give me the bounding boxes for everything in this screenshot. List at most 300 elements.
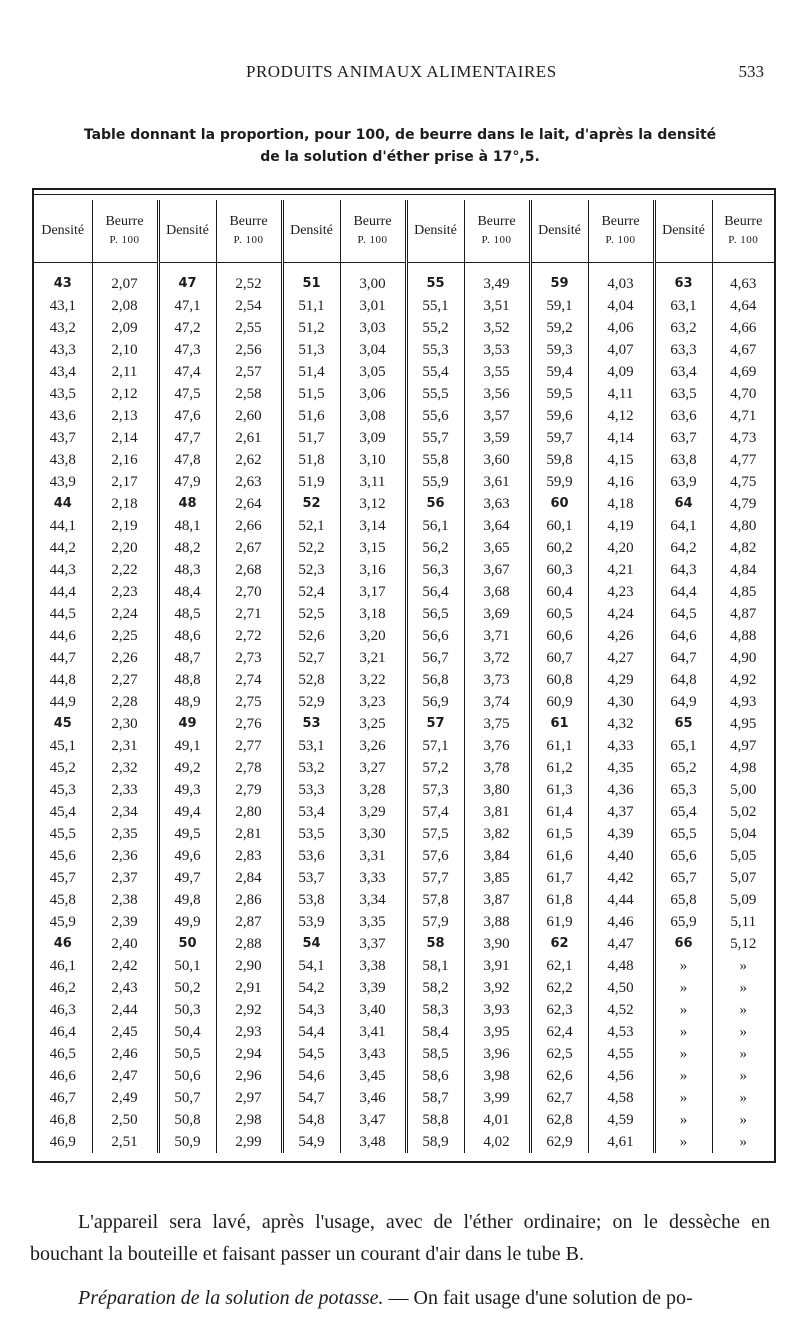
density-cell: 58,8 [406,1109,464,1131]
table-row [34,889,774,911]
butter-cell: 2,98 [216,1109,282,1131]
density-cell: 55,9 [406,471,464,493]
density-cell: 46,7 [49,1090,76,1106]
spacer-cell [158,263,216,274]
density-cell: 51,1 [282,295,340,317]
butter-cell: 4,23 [588,581,654,603]
density-cell: 64,1 [654,515,712,537]
density-cell: 53,5 [282,823,340,845]
density-cell: 47,3 [158,339,216,361]
density-cell: 50,8 [158,1109,216,1131]
table-row [34,823,774,845]
butter-cell: 2,57 [216,361,282,383]
butter-cell: 5,11 [712,911,774,933]
density-cell: 47,4 [158,361,216,383]
density-cell: » [654,977,712,999]
butter-cell: 2,61 [216,427,282,449]
density-cell: 54,1 [282,955,340,977]
butter-cell: 4,16 [588,471,654,493]
density-cell: 55,7 [406,427,464,449]
butter-cell: 3,99 [464,1087,530,1109]
density-cell: 59 [530,273,588,295]
butter-cell: 4,19 [588,515,654,537]
butter-cell: 4,64 [712,295,774,317]
butter-cell: 2,22 [92,559,158,581]
butter-cell: 4,90 [712,647,774,669]
butter-cell: 4,80 [712,515,774,537]
header-density: Densité [406,200,464,263]
density-cell: 61 [530,713,588,735]
density-cell: 47,8 [158,449,216,471]
butter-cell: 3,01 [340,295,406,317]
header-butter-label: Beurre [229,214,268,229]
paragraph-continuation: — On fait usage d'une solution de po- [383,1287,693,1309]
density-butter-table [34,200,774,1153]
density-cell: 63,6 [654,405,712,427]
density-cell: 50,3 [158,999,216,1021]
density-cell: 55,6 [406,405,464,427]
butter-cell: 4,48 [588,955,654,977]
table-row [34,603,774,625]
density-cell: 54,2 [282,977,340,999]
density-cell: 63,5 [654,383,712,405]
density-cell: 52,4 [282,581,340,603]
density-cell: 46,6 [49,1068,76,1084]
table-row [34,273,774,295]
butter-cell: 2,30 [92,713,158,735]
density-cell: 43 [53,276,72,291]
density-cell: 59,6 [530,405,588,427]
density-cell: 49 [158,713,216,735]
density-cell: 46 [53,936,72,951]
butter-cell: 3,57 [464,405,530,427]
butter-cell: 4,79 [712,493,774,515]
butter-cell: 4,02 [464,1131,530,1153]
density-cell: 46,2 [49,980,76,996]
density-cell: 45,9 [49,914,76,930]
butter-cell: 2,87 [216,911,282,933]
density-cell: 62,6 [530,1065,588,1087]
density-cell: 45,6 [49,848,76,864]
density-cell: 56 [406,493,464,515]
butter-cell: 3,67 [464,559,530,581]
header-butter-unit: P. 100 [109,234,140,246]
butter-cell: 2,71 [216,603,282,625]
butter-cell: 4,06 [588,317,654,339]
density-cell: 53,3 [282,779,340,801]
density-cell: 44,7 [49,650,76,666]
header-butter [92,200,158,263]
density-cell: 62,4 [530,1021,588,1043]
butter-cell: 3,49 [464,273,530,295]
table-row [34,1109,774,1131]
butter-cell: 2,91 [216,977,282,999]
density-cell: 57,1 [406,735,464,757]
density-cell: 44,9 [49,694,76,710]
butter-cell: 2,32 [92,757,158,779]
butter-cell: 3,31 [340,845,406,867]
density-cell: 53,2 [282,757,340,779]
butter-cell: 4,95 [712,713,774,735]
butter-cell: 2,24 [92,603,158,625]
density-cell: » [654,999,712,1021]
butter-cell: 2,33 [92,779,158,801]
density-cell: 57,8 [406,889,464,911]
butter-cell: 4,47 [588,933,654,955]
density-cell: 44,1 [49,518,76,534]
butter-cell: 2,10 [92,339,158,361]
butter-cell: 4,42 [588,867,654,889]
butter-cell: 2,62 [216,449,282,471]
butter-cell: 3,35 [340,911,406,933]
table-row [34,295,774,317]
density-cell: 56,2 [406,537,464,559]
butter-cell: 2,88 [216,933,282,955]
density-cell: 54,4 [282,1021,340,1043]
density-cell: 50,2 [158,977,216,999]
density-cell: 61,6 [530,845,588,867]
table-row [34,537,774,559]
butter-cell: 2,80 [216,801,282,823]
density-cell: 47,7 [158,427,216,449]
butter-cell: 2,11 [92,361,158,383]
header-butter [712,200,774,263]
spacer-cell [464,263,530,274]
butter-cell: 4,97 [712,735,774,757]
butter-cell: 4,53 [588,1021,654,1043]
density-cell: 47 [158,273,216,295]
density-cell: 63,3 [654,339,712,361]
butter-cell: 4,03 [588,273,654,295]
density-cell: 59,8 [530,449,588,471]
density-cell: 49,8 [158,889,216,911]
butter-cell: 3,78 [464,757,530,779]
density-cell: 60,2 [530,537,588,559]
density-cell: 45,3 [49,782,76,798]
density-cell: 55 [406,273,464,295]
butter-cell: 2,08 [92,295,158,317]
butter-cell: 3,64 [464,515,530,537]
density-cell: 59,1 [530,295,588,317]
butter-cell: 3,30 [340,823,406,845]
page-number: 533 [738,62,764,81]
table-row [34,691,774,713]
butter-cell: » [712,1021,774,1043]
density-cell: 60,8 [530,669,588,691]
density-cell: 43,4 [49,364,76,380]
butter-cell: 2,07 [92,273,158,295]
butter-cell: 4,18 [588,493,654,515]
table-row [34,1087,774,1109]
density-cell: 48,3 [158,559,216,581]
density-cell: 65,2 [654,757,712,779]
density-cell: 63,7 [654,427,712,449]
density-cell: 44 [53,496,72,511]
butter-cell: 4,14 [588,427,654,449]
density-cell: 54 [282,933,340,955]
butter-cell: 4,50 [588,977,654,999]
density-cell: » [654,955,712,977]
density-cell: 43,8 [49,452,76,468]
spacer-cell [92,263,158,274]
butter-cell: 3,06 [340,383,406,405]
density-cell: 64,3 [654,559,712,581]
density-cell: 50,7 [158,1087,216,1109]
butter-cell: 2,43 [92,977,158,999]
butter-cell: 3,61 [464,471,530,493]
butter-cell: 4,15 [588,449,654,471]
section-heading-italic: Préparation de la solution de potasse. [78,1287,384,1309]
butter-cell: 3,51 [464,295,530,317]
butter-cell: 4,82 [712,537,774,559]
butter-cell: 2,90 [216,955,282,977]
density-cell: 49,9 [158,911,216,933]
butter-cell: 5,02 [712,801,774,823]
density-cell: 65,6 [654,845,712,867]
density-cell: 43,6 [49,408,76,424]
density-cell: 54,6 [282,1065,340,1087]
butter-cell: 3,87 [464,889,530,911]
density-cell: 62,7 [530,1087,588,1109]
table-row [34,867,774,889]
density-cell: 62 [530,933,588,955]
table-row [34,845,774,867]
density-cell: 46,5 [49,1046,76,1062]
running-head [0,60,800,84]
density-cell: 52,5 [282,603,340,625]
butter-cell: 2,73 [216,647,282,669]
butter-cell: 3,75 [464,713,530,735]
density-cell: 44,8 [49,672,76,688]
spacer-cell [712,263,774,274]
butter-cell: 3,15 [340,537,406,559]
density-cell: 47,9 [158,471,216,493]
butter-cell: 4,73 [712,427,774,449]
density-cell: 53,1 [282,735,340,757]
density-cell: 46,9 [49,1134,76,1150]
density-cell: 56,6 [406,625,464,647]
density-cell: 48,5 [158,603,216,625]
density-cell: 58,7 [406,1087,464,1109]
density-cell: 49,7 [158,867,216,889]
density-cell: 57,4 [406,801,464,823]
table-row [34,757,774,779]
density-cell: 51,4 [282,361,340,383]
butter-cell: 3,16 [340,559,406,581]
butter-cell: 2,40 [92,933,158,955]
butter-cell: 4,35 [588,757,654,779]
butter-cell: 4,44 [588,889,654,911]
butter-cell: 3,55 [464,361,530,383]
butter-cell: 3,23 [340,691,406,713]
butter-cell: 4,32 [588,713,654,735]
table-row [34,999,774,1021]
density-cell: 51,8 [282,449,340,471]
density-cell: 63,8 [654,449,712,471]
butter-cell: 2,20 [92,537,158,559]
butter-cell: » [712,999,774,1021]
density-cell: 65,4 [654,801,712,823]
butter-cell: 3,26 [340,735,406,757]
density-cell: 59,9 [530,471,588,493]
butter-cell: 5,04 [712,823,774,845]
table-header-row [34,200,774,263]
density-cell: 59,5 [530,383,588,405]
density-cell: 55,2 [406,317,464,339]
density-cell: 57,2 [406,757,464,779]
butter-cell: 2,49 [92,1087,158,1109]
density-cell: 59,2 [530,317,588,339]
density-cell: 49,3 [158,779,216,801]
butter-cell: 4,30 [588,691,654,713]
table-row [34,515,774,537]
density-cell: 50,9 [158,1131,216,1153]
density-cell: 62,8 [530,1109,588,1131]
density-cell: 53,6 [282,845,340,867]
density-cell: 53,9 [282,911,340,933]
butter-cell: 2,47 [92,1065,158,1087]
butter-cell: 3,85 [464,867,530,889]
butter-cell: 4,36 [588,779,654,801]
density-cell: » [654,1021,712,1043]
butter-cell: 3,93 [464,999,530,1021]
butter-cell: 4,85 [712,581,774,603]
density-cell: 45,2 [49,760,76,776]
butter-cell: 2,55 [216,317,282,339]
density-cell: 58 [406,933,464,955]
density-cell: 44,6 [49,628,76,644]
butter-cell: 3,65 [464,537,530,559]
density-cell: 55,1 [406,295,464,317]
density-cell: 58,2 [406,977,464,999]
butter-cell: 4,33 [588,735,654,757]
butter-cell: 3,27 [340,757,406,779]
butter-cell: 2,51 [92,1131,158,1153]
density-cell: 50,4 [158,1021,216,1043]
table-row [34,625,774,647]
butter-cell: 5,07 [712,867,774,889]
header-butter-label: Beurre [105,214,144,229]
density-cell: 57 [406,713,464,735]
butter-cell: 3,84 [464,845,530,867]
butter-cell: 3,12 [340,493,406,515]
density-cell: 56,8 [406,669,464,691]
table-body [34,263,774,1154]
table-row [34,911,774,933]
density-cell: 48,9 [158,691,216,713]
density-cell: 58,4 [406,1021,464,1043]
header-butter-label: Beurre [477,214,516,229]
butter-cell: 2,70 [216,581,282,603]
butter-cell: 4,88 [712,625,774,647]
density-cell: 44,3 [49,562,76,578]
butter-cell: 2,16 [92,449,158,471]
density-cell: 49,6 [158,845,216,867]
butter-cell: 2,36 [92,845,158,867]
density-cell: 61,4 [530,801,588,823]
density-cell: 59,4 [530,361,588,383]
header-butter [464,200,530,263]
header-butter-unit: P. 100 [481,234,512,246]
table-row [34,317,774,339]
butter-cell: 4,11 [588,383,654,405]
table-row [34,405,774,427]
table-row [34,735,774,757]
density-cell: 48,6 [158,625,216,647]
butter-cell: 4,84 [712,559,774,581]
density-cell: 45,5 [49,826,76,842]
table-spacer-row [34,263,774,274]
table-row [34,449,774,471]
density-cell: 64,4 [654,581,712,603]
butter-cell: » [712,1109,774,1131]
density-cell: 61,3 [530,779,588,801]
density-cell: 53,8 [282,889,340,911]
butter-cell: 3,11 [340,471,406,493]
butter-cell: 2,96 [216,1065,282,1087]
table-row [34,427,774,449]
density-cell: » [654,1043,712,1065]
spacer-cell [654,263,712,274]
butter-cell: 3,92 [464,977,530,999]
density-cell: 60,1 [530,515,588,537]
butter-cell: 4,37 [588,801,654,823]
density-cell: 64,5 [654,603,712,625]
butter-cell: 3,73 [464,669,530,691]
butter-cell: » [712,1065,774,1087]
butter-cell: 2,99 [216,1131,282,1153]
density-cell: 49,4 [158,801,216,823]
butter-cell: 5,12 [712,933,774,955]
density-cell: 48,8 [158,669,216,691]
butter-cell: 3,82 [464,823,530,845]
table-row [34,647,774,669]
butter-cell: 3,03 [340,317,406,339]
density-cell: 48,7 [158,647,216,669]
density-cell: 65,1 [654,735,712,757]
butter-cell: 3,45 [340,1065,406,1087]
butter-cell: 3,74 [464,691,530,713]
butter-cell: 3,18 [340,603,406,625]
butter-cell: 2,77 [216,735,282,757]
density-cell: 50 [158,933,216,955]
density-cell: 43,9 [49,474,76,490]
butter-cell: 2,46 [92,1043,158,1065]
spacer-cell [340,263,406,274]
butter-cell: 2,68 [216,559,282,581]
header-butter-label: Beurre [601,214,640,229]
density-cell: 43,7 [49,430,76,446]
density-cell: 59,7 [530,427,588,449]
butter-cell: 4,27 [588,647,654,669]
butter-cell: » [712,977,774,999]
butter-cell: 2,27 [92,669,158,691]
butter-cell: 4,70 [712,383,774,405]
header-density: Densité [158,200,216,263]
butter-cell: 2,37 [92,867,158,889]
butter-cell: 2,13 [92,405,158,427]
density-cell: 58,3 [406,999,464,1021]
header-butter [216,200,282,263]
butter-cell: 4,55 [588,1043,654,1065]
density-cell: 56,3 [406,559,464,581]
density-cell: 57,5 [406,823,464,845]
butter-cell: 2,31 [92,735,158,757]
body-paragraph-cleaning: L'appareil sera lavé, après l'usage, avec de l'éther ordinaire; on le dessèche en bouchant la bouteille et faisant passer un courant d'air dans le tube B. [30,1211,770,1265]
header-density: Densité [654,200,712,263]
density-cell: 51,3 [282,339,340,361]
butter-cell: 2,56 [216,339,282,361]
